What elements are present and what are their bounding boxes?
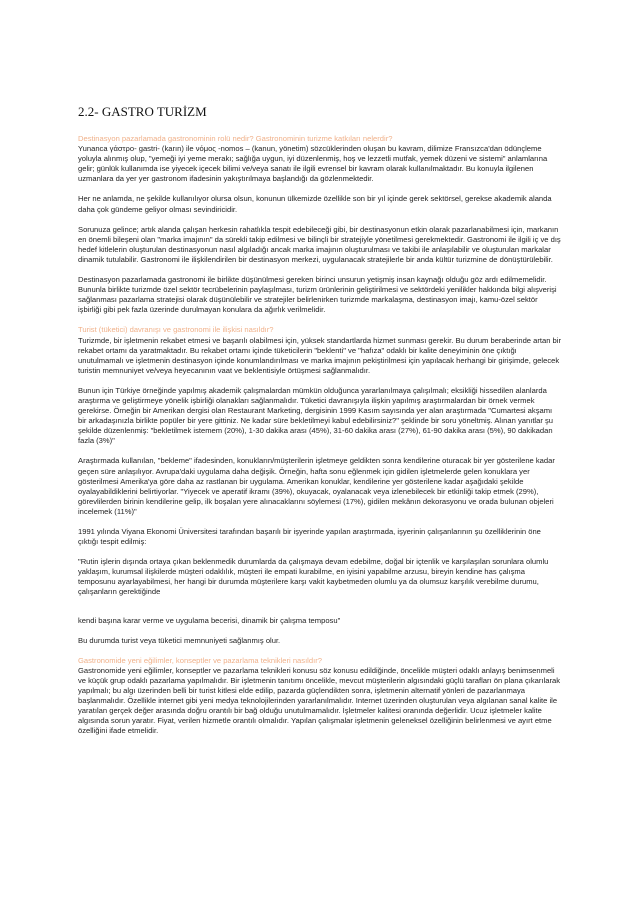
paragraph-1: Yunanca γάστρο- gastri- (karın) ile νόμος -nomos – (kanun, yönetim) sözcüklerinden oluşan bu kavram, dilimize Fransızca'dan ödünçleme yoluyla alınmış olup, "yemeği iyi yeme merakı; sağlığa uygun, iyi düzenlenmiş, hoş ve lezzetli mutfak, yemek düzeni ve sistemi" anlamlarına gelir; günlük kullanımda ise yiyecek içecek bilimi ve/veya sanatı ile ilgili evrensel bir kavram olarak kullanılmaktadır. Bu konuyla ilgilenen uzmanlara da yer yer gastronom ifadesinin yakıştırılmaya başlandığı da gözlenmektedir. [78,144,548,184]
paragraph-3: Sorunuza gelince; artık alanda çalışan herkesin rahatlıkla tespit edebileceği gibi, bir destinasyonun etkin olarak pazarlanabilmesi için, markanın en önemli bileşeni olan "marka imajının" da sürekli takip edilmesi ve bilinçli bir stratejiyle yönetilmesi gerekmektedir. Gastronomi ile ilgili iç ve dış hedef kitlelerin oluşturulan destinasyonun nasıl algıladığı ancak marka imajının oluşturulması ve takibi ile anlaşılabilir ve oluşturulan markalar dinamik tutulabilir. Gastronomi ile ilişkilendirilen bir destinasyon merkezi, uygulanacak stratejilerle bir anda kültür turizmine de dönüştürülebilir. [78,224,561,264]
paragraph-4: Destinasyon pazarlamada gastronomi ile birlikte düşünülmesi gereken birinci unsurun yetişmiş insan kaynağı olduğu göz ardı edilmemelidir. Bununla birlikte turizmde özel sektör tecrübelerinin paylaşılması, turizm ürünlerinin geliştirilmesi ve sektördeki yenilikler hakkında bilgi alışverişi sağlanması pazarlama stratejisi olarak düşünülebilir ve stratejiler belirlenirken turizmde markalaşma, destinasyon imajı, kamu-özel sektör işbirliği gibi pek fazla üzerinde durulmayan konulara da ağırlık verilmelidir. [78,275,557,315]
question-heading-1: Destinasyon pazarlamada gastronominin rolü nedir? Gastronominin turizme katkıları nelerdir? [78,134,393,143]
paragraph-11: Bu durumda turist veya tüketici memnuniyeti sağlanmış olur. [78,635,281,645]
paragraph-6: Bunun için Türkiye örneğinde yapılmış akademik çalışmalardan mümkün olduğunca yararlanılmaya çalışılmalı; eksikliği hissedilen alanlarda araştırma ve geliştirmeye yönelik işbirliği olanakları sağlanmalıdır. Tüketici davranışıyla ilişkin yapılmış araştırmalardan bir örnek vermek gerekirse. Örneğin bir Amerikan dergisi olan Restaurant Marketing, dergisinin 1999 Kasım sayısında yer alan araştırmada "Cumartesi akşamı bir arkadaşınızla birlikte popüler bir yere gittiniz. Ne kadar süre bekletilmeyi kabul edebilirsiniz?" şeklinde bir soru yöneltmiş. Alınan yanıtlar şu şekilde düzenlenmiş: "bekletilmek istemem (20%), 1-30 dakika arası (45%), 31-60 dakika arası (27%), 61-90 dakika arası (5%), 90 dakikadan fazla (3%)" [78,385,553,446]
paragraph-9: "Rutin işlerin dışında ortaya çıkan beklenmedik durumlarda da çalışmaya devam edebilme, doğal bir içtenlik ve karşılaşılan sorunlara olumlu yaklaşım, kurumsal ilişkilerde müşteri odaklılık, müşteri ile empati kurabilme, en iyisini yapabilme arzusu, bireyin kendine has çalışma temposunu ayarlayabilmesi, her hangi bir durumda müşterilere karşı vakit kaybetmeden olumlu ya da olumsuz karşılık verebilme durumu, çalışanların gerektiğinde [78,557,549,597]
paragraph-5: Turizmde, bir işletmenin rekabet etmesi ve başarılı olabilmesi için, yüksek standartlarda hizmet sunması gerekir. Bu durum beraberinde artan bir rekabet ortamı da yaratmaktadır. Bu rekabet ortamı içinde tüketicilerin "beklenti" ve "hafıza" odaklı bir kalite deneyiminin öne çıktığı unutulmamalı ve işletmenin destinasyon içinde konumlandırılması ve marka imajının pekiştirilmesi için yapılacak herhangi bir girişimde, gelecek turistin memnuniyet ve/veya heyecanının vaat ve beklentisiyle örtüşmesi sağlanmalıdır. [78,335,561,375]
document-page [78,104,561,747]
paragraph-12: Gastronomide yeni eğilimler, konseptler ve pazarlama teknikleri konusu söz konusu edildiğinde, öncelikle müşteri odaklı anlayış benimsenmeli ve küçük grup odaklı pazarlama yapılmalıdır. Bir işletmenin tanıtımı öncelikle, mevcut müşterilerin algısındaki güçlü tarafları ön plana çıkarılarak yapılmalı; bu algı üzerinden belli bir turist kitlesi elde edilip, pazarda güçlendikten sonra, işletmenin alternatif yönleri de pazarlanmaya başlanmalıdır. Özellikle internet gibi yeni medya teknolojilerinden yararlanılmalıdır. Internet üzerinden oluşturulan veya algılanan sanal kalite ile yaratılan gerçek değer arasında doğru orantılı bir bağ olduğu unutulmamalıdır. İşletmeler kalitesi oranında değerlidir. Ucuz işletmeler kalite algısında sorun yaratır. Fiyat, verilen hizmetle orantılı olmalıdır. Yapılan çalışmalar işletmenin geleneksel özelliğinin belirlenmesi ve ayırt etme özelliğini ifade etmelidir. [78,665,560,736]
page-break-gap [78,598,561,616]
question-heading-3: Gastronomide yeni eğilimler, konseptler ve pazarlama teknikleri nasıldır? [78,655,322,665]
paragraph-8: 1991 yılında Viyana Ekonomi Üniversitesi tarafından başarılı bir işyerinde yapılan araştırmada, işyerinin çalışanlarının şu özelliklerinin öne çıktığı tespit edilmiş: [78,527,541,547]
paragraph-7: Araştırmada kullanılan, "bekleme" ifadesinden, konukların/müşterilerin işletmeye geldikten sonra kendilerine oturacak bir yer gösterilene kadar geçen süre anlaşılıyor. Avrupa'daki uygulama daha değişik. Örneğin, hafta sonu eğlenmek için gidilen işletmelerde gelen konuklara yer gösterilmesi Amerika'ya göre daha az rastlanan bir uygulama. Amerikan konuklar, kendilerine yer gösterilene kadar aşağıdaki şekilde oyalayabildiklerini belirtiyorlar. "Yiyecek ve aperatif ikramı (39%), okuyacak, oyalanacak veya izlenebilecek bir etkinliği takip etmek (29%), görevlilerden birinin kendilerine gelip, ilk boşalan yere alınacaklarını söylemesi (17%), gidilen mekânın dekorasyonu ve orada bulunan objeleri incelemek (11%)" [78,456,555,516]
section-title: 2.2- GASTRO TURİZM [78,104,207,119]
paragraph-10: kendi başına karar verme ve uygulama becerisi, dinamik bir çalışma temposu" [78,615,341,625]
question-heading-2: Turist (tüketici) davranışı ve gastronomi ile ilişkisi nasıldır? [78,325,274,335]
paragraph-2: Her ne anlamda, ne şekilde kullanılıyor olursa olsun, konunun ülkemizde özellikle son bir yıl içinde gerek sektörsel, gerekse akademik alanda daha çok gündeme geliyor olması sevindiricidir. [78,194,552,214]
